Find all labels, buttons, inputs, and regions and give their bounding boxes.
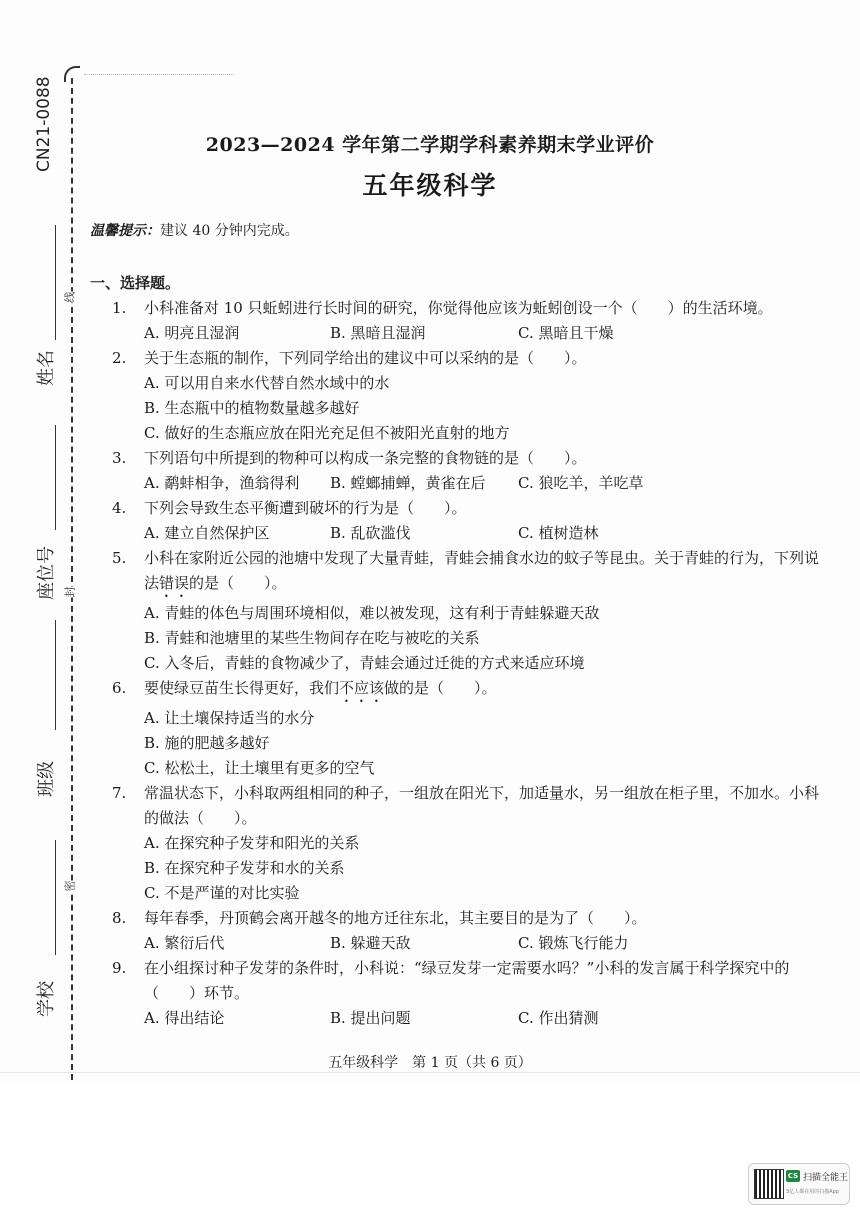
question-stem: 在小组探讨种子发芽的条件时，小科说：“绿豆发芽一定需要水吗？”小科的发言属于科学探究中的（ ）环节。 — [144, 959, 790, 1002]
option-b[interactable]: B. 施的肥越多越好 — [144, 734, 270, 752]
question-stem-end: 做的是（ ）。 — [384, 679, 497, 697]
question-number: 1. — [112, 299, 127, 317]
hint-label: 温馨提示： — [90, 223, 160, 239]
scanner-name: 扫描全能王 — [803, 1173, 849, 1183]
option-c[interactable]: C. 不是严谨的对比实验 — [144, 884, 300, 902]
question-stem: 下列会导致生态平衡遭到破坏的行为是（ ）。 — [144, 499, 467, 517]
question-4 — [90, 496, 820, 546]
option-a[interactable]: A. 青蛙的体色与周围环境相似，难以被发现，这有利于青蛙躲避天敌 — [144, 604, 600, 622]
option-c[interactable]: C. 松松土，让土壤里有更多的空气 — [144, 759, 375, 777]
option-a[interactable]: A. 建立自然保护区 — [144, 524, 270, 542]
question-number: 6. — [112, 679, 127, 697]
option-b[interactable]: B. 黑暗且湿润 — [330, 324, 426, 342]
question-8 — [90, 906, 820, 956]
top-rule — [84, 74, 234, 75]
scanner-badge — [748, 1163, 850, 1205]
option-c[interactable]: C. 黑暗且干燥 — [518, 324, 614, 342]
scan-edge — [0, 1072, 860, 1073]
option-a[interactable]: A. 可以用自来水代替自然水域中的水 — [144, 374, 390, 392]
question-number: 3. — [112, 449, 127, 467]
question-number: 4. — [112, 499, 127, 517]
question-stem: 小科准备对 10 只蚯蚓进行长时间的研究，你觉得他应该为蚯蚓创设一个（ ）的生活环境。 — [144, 299, 773, 317]
name-field-label: 姓名 — [36, 350, 57, 386]
school-field-label: 学校 — [36, 981, 57, 1017]
cut-mark-line: 线 — [60, 292, 80, 303]
option-b[interactable]: B. 在探究种子发芽和水的关系 — [144, 859, 345, 877]
question-6 — [90, 676, 820, 781]
question-1 — [90, 296, 820, 346]
qr-code-icon — [754, 1169, 784, 1199]
option-b[interactable]: B. 青蛙和池塘里的某些生物间存在吃与被吃的关系 — [144, 629, 480, 647]
question-stem: 要使绿豆苗生长得更好，我们 — [144, 679, 340, 697]
option-a[interactable]: A. 让土壤保持适当的水分 — [144, 709, 315, 727]
question-3 — [90, 446, 820, 496]
scanner-logo: CS — [787, 1172, 799, 1180]
question-stem: 每年春季，丹顶鹤会离开越冬的地方迁往东北，其主要目的是为了（ ）。 — [144, 909, 647, 927]
question-stem: 常温状态下，小科取两组相同的种子，一组放在阳光下，加适量水，另一组放在柜子里，不加水。小科的做法（ ）。 — [144, 784, 820, 827]
scanner-tagline: 3亿人都在用的扫描App — [786, 1189, 839, 1195]
option-b[interactable]: B. 躲避天敌 — [330, 934, 411, 952]
option-a[interactable]: A. 在探究种子发芽和阳光的关系 — [144, 834, 360, 852]
section-title: 一、选择题。 — [90, 274, 181, 292]
option-b[interactable]: B. 生态瓶中的植物数量越多越好 — [144, 399, 360, 417]
exam-subject: 五年级科学 — [362, 171, 498, 200]
option-c[interactable]: C. 作出猜测 — [518, 1009, 599, 1027]
option-c[interactable]: C. 入冬后，青蛙的食物减少了，青蛙会通过迁徙的方式来适应环境 — [144, 654, 585, 672]
option-b[interactable]: B. 乱砍滥伐 — [330, 524, 411, 542]
question-5 — [90, 546, 820, 676]
option-a[interactable]: A. 明亮且湿润 — [144, 324, 240, 342]
cut-mark-secret: 密 — [60, 881, 80, 892]
emphasis-word: 不应该 — [339, 679, 385, 697]
name-field-line[interactable] — [55, 225, 56, 340]
option-c[interactable]: C. 狼吃羊，羊吃草 — [518, 474, 644, 492]
question-number: 5. — [112, 549, 127, 567]
cut-mark-seal: 封 — [60, 587, 80, 598]
hint — [90, 220, 299, 240]
emphasis-word: 错误 — [159, 574, 190, 592]
exam-title: 2023—2024 学年第二学期学科素养期末学业评价 — [205, 134, 655, 156]
class-field-label: 班级 — [36, 761, 57, 797]
option-b[interactable]: B. 提出问题 — [330, 1009, 411, 1027]
page-footer: 五年级科学 第 1 页（共 6 页） — [328, 1055, 532, 1071]
option-b[interactable]: B. 螳螂捕蝉，黄雀在后 — [330, 474, 486, 492]
class-field-line[interactable] — [55, 620, 56, 730]
paper-code: CN21-0088 — [34, 76, 54, 172]
question-9 — [90, 956, 820, 1031]
seat-field-label: 座位号 — [36, 546, 57, 600]
school-field-line[interactable] — [55, 840, 56, 955]
question-number: 9. — [112, 959, 127, 977]
option-c[interactable]: C. 锻炼飞行能力 — [518, 934, 629, 952]
question-stem-end: 的是（ ）。 — [189, 574, 287, 592]
question-stem: 小科在家附近公园的池塘中发现了大量青蛙，青蛙会捕食水边的蚊子等昆虫。关于青蛙的行为，下列说法 — [144, 549, 820, 592]
question-number: 7. — [112, 784, 127, 802]
question-stem: 下列语句中所提到的物种可以构成一条完整的食物链的是（ ）。 — [144, 449, 587, 467]
option-a[interactable]: A. 繁衍后代 — [144, 934, 225, 952]
option-c[interactable]: C. 植树造林 — [518, 524, 599, 542]
question-2 — [90, 346, 820, 446]
option-c[interactable]: C. 做好的生态瓶应放在阳光充足但不被阳光直射的地方 — [144, 424, 510, 442]
question-number: 8. — [112, 909, 127, 927]
option-a[interactable]: A. 鹬蚌相争，渔翁得利 — [144, 474, 300, 492]
question-7 — [90, 781, 820, 906]
hint-text: 建议 40 分钟内完成。 — [160, 223, 299, 239]
question-list — [90, 296, 820, 1031]
question-number: 2. — [112, 349, 127, 367]
question-stem: 关于生态瓶的制作，下列同学给出的建议中可以采纳的是（ ）。 — [144, 349, 587, 367]
binding-dashed-line — [71, 78, 73, 1080]
seat-field-line[interactable] — [55, 425, 56, 530]
option-a[interactable]: A. 得出结论 — [144, 1009, 225, 1027]
